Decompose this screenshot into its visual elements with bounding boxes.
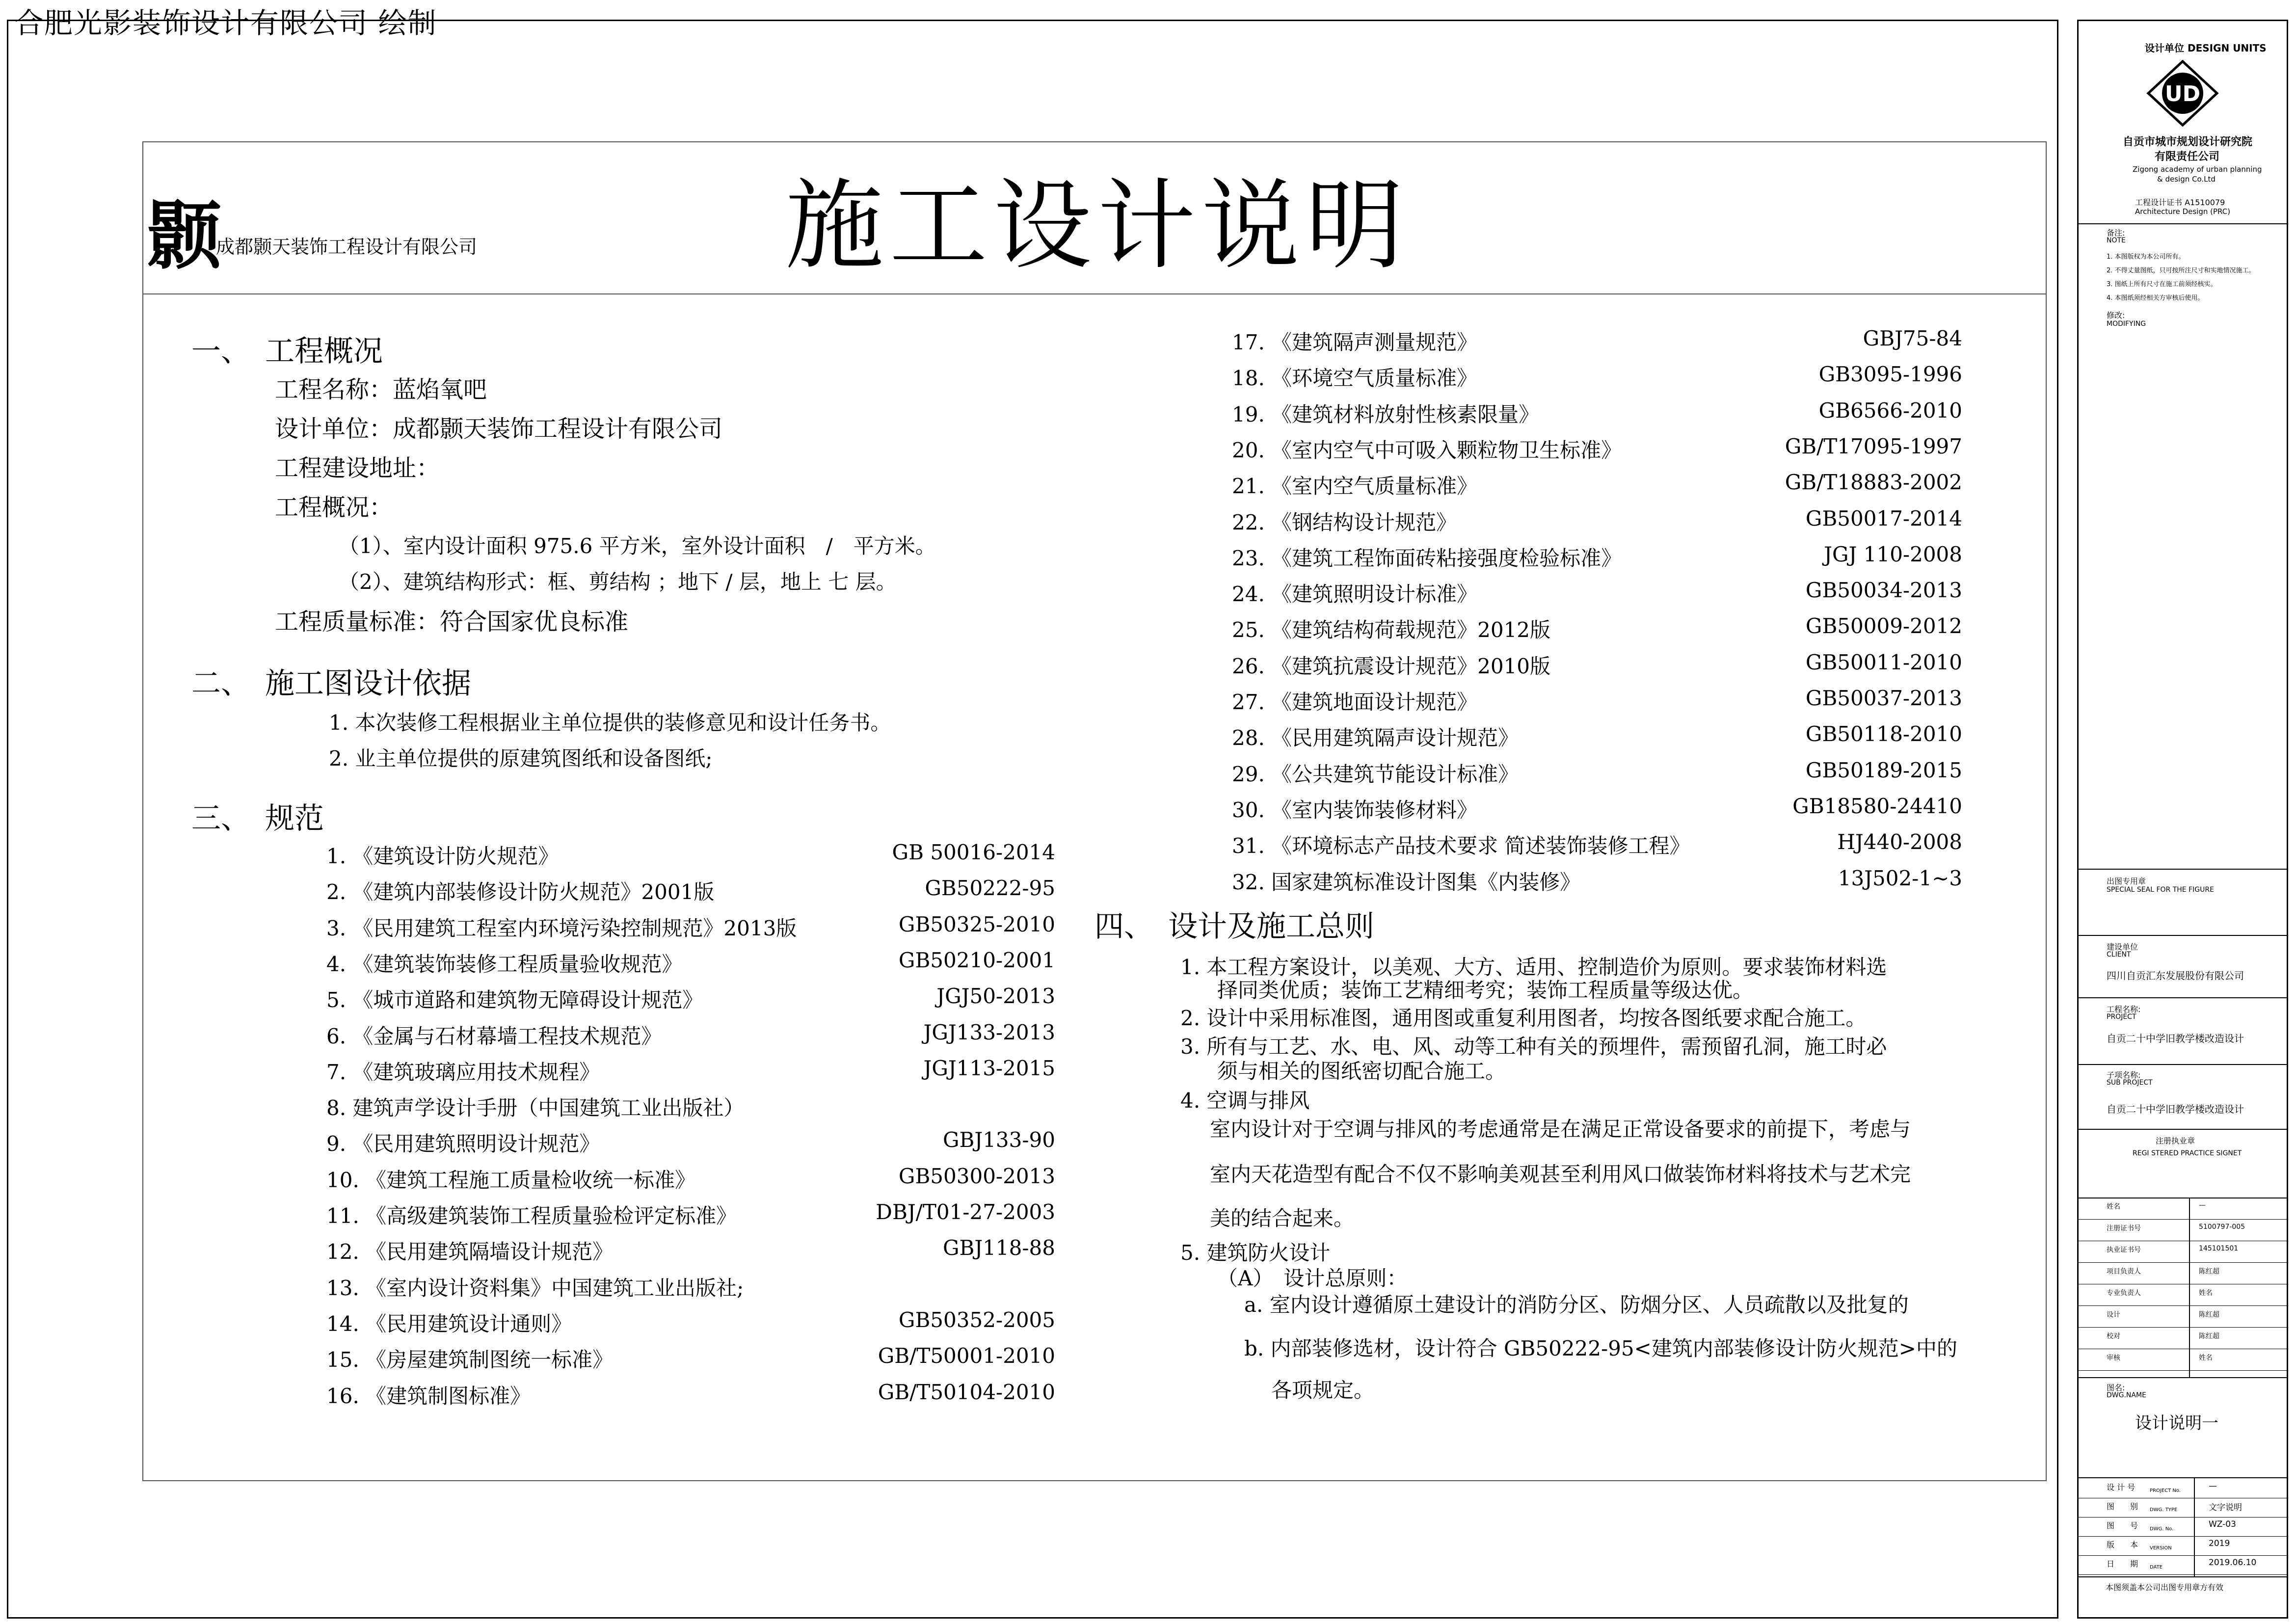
info-value: 2019 xyxy=(2209,1539,2230,1548)
code-number: GB50210-2001 xyxy=(898,948,1055,972)
reg-label: 项目负责人 xyxy=(2107,1268,2141,1276)
project-name-tb: 自贡二十中学旧教学楼改造设计 xyxy=(2107,1033,2244,1044)
project-label: 工程名称: xyxy=(2107,1005,2141,1014)
general-line: 美的结合起来。 xyxy=(1210,1206,1355,1230)
code-number: HJ440-2008 xyxy=(1837,830,1962,854)
reg-value: 姓名 xyxy=(2199,1289,2213,1297)
institute-logo-text: UD xyxy=(2164,81,2201,106)
code-number: GB50189-2015 xyxy=(1805,758,1962,782)
code-name: 16. 《建筑制图标准》 xyxy=(326,1384,531,1408)
general-line: 各项规定。 xyxy=(1271,1378,1375,1402)
code-name: 14. 《民用建筑设计通则》 xyxy=(326,1311,572,1336)
code-number: GB50222-95 xyxy=(925,876,1055,901)
reg-row-divider xyxy=(2077,1305,2288,1306)
reg-label: 校对 xyxy=(2107,1332,2120,1340)
stamp-label: 注册执业章 xyxy=(2156,1136,2195,1145)
reg-label: 审核 xyxy=(2107,1354,2120,1362)
seal-label-en: SPECIAL SEAL FOR THE FIGURE xyxy=(2107,886,2214,894)
section3-heading: 三、 规范 xyxy=(191,801,324,836)
info-label-en: DWG. No. xyxy=(2150,1526,2174,1532)
info-row-divider xyxy=(2077,1517,2288,1518)
code-number: GB50037-2013 xyxy=(1805,686,1962,710)
code-name: 10. 《建筑工程施工质量检收统一标准》 xyxy=(326,1168,696,1192)
info-label-en: DWG. TYPE xyxy=(2150,1507,2178,1513)
code-name: 13. 《室内设计资料集》中国建筑工业出版社; xyxy=(326,1276,744,1300)
page-title: 施工设计说明 xyxy=(785,169,1410,283)
info-label: 图 别 xyxy=(2107,1502,2138,1511)
stamp-label-en: REGI STERED PRACTICE SIGNET xyxy=(2133,1149,2242,1157)
info-label-en: PROJECT No. xyxy=(2150,1488,2181,1493)
seal-label: 出图专用章 xyxy=(2107,877,2146,886)
reg-value: 姓名 xyxy=(2199,1354,2213,1362)
project-name: 工程名称：蓝焰氧吧 xyxy=(275,376,487,403)
info-row-divider xyxy=(2077,1536,2288,1537)
code-number: GB50118-2010 xyxy=(1805,722,1962,746)
project-address: 工程建设地址： xyxy=(275,454,440,482)
subproject-label: 子项名称: xyxy=(2107,1070,2141,1080)
code-number: GB50034-2013 xyxy=(1805,578,1962,603)
code-name: 4. 《建筑装饰装修工程质量验收规范》 xyxy=(326,952,683,976)
note-line: 1. 本图版权为本公司所有。 xyxy=(2107,253,2185,261)
code-name: 26. 《建筑抗震设计规范》2010版 xyxy=(1232,654,1551,678)
drawing-name-label-en: DWG.NAME xyxy=(2107,1391,2146,1399)
info-label: 图 号 xyxy=(2107,1521,2138,1530)
general-line: （A） 设计总原则： xyxy=(1217,1266,1408,1290)
code-number: JGJ133-2013 xyxy=(923,1020,1055,1044)
institute-en-2: & design Co.Ltd xyxy=(2157,175,2216,184)
info-label-en: DATE xyxy=(2150,1565,2163,1570)
drawing-name: 设计说明一 xyxy=(2135,1413,2218,1433)
code-number: JGJ113-2015 xyxy=(923,1056,1055,1080)
code-number: GB50017-2014 xyxy=(1805,506,1962,531)
code-name: 29. 《公共建筑节能设计标准》 xyxy=(1232,762,1519,786)
general-line: b. 内部装修选材，设计符合 GB50222-95<建筑内部装修设计防火规范>中的 xyxy=(1244,1336,1957,1360)
code-name: 31. 《环境标志产品技术要求 简述装饰装修工程》 xyxy=(1232,834,1690,858)
info-column-divider xyxy=(2194,1477,2195,1576)
reg-value: 陈红超 xyxy=(2199,1332,2219,1340)
reg-value: 145101501 xyxy=(2199,1245,2239,1252)
validity-footer: 本图须盖本公司出图专用章方有效 xyxy=(2106,1583,2224,1592)
general-line: 室内天花造型有配合不仅不影响美观甚至利用风口做装饰材料将技术与艺术完 xyxy=(1210,1162,1911,1186)
code-name: 23. 《建筑工程饰面砖粘接强度检验标准》 xyxy=(1232,546,1622,570)
code-number: 13J502-1~3 xyxy=(1838,866,1962,890)
modify-label: 修改: xyxy=(2107,311,2125,320)
code-name: 7. 《建筑玻璃应用技术规程》 xyxy=(326,1060,600,1084)
company-logo: 颢 xyxy=(147,193,221,279)
drawing-name-label: 图名: xyxy=(2107,1383,2125,1392)
reg-value: 陈红超 xyxy=(2199,1311,2219,1319)
general-line: 4. 空调与排风 xyxy=(1180,1089,1310,1113)
general-line: 5. 建筑防火设计 xyxy=(1180,1241,1331,1265)
company-name: 成都颢天装饰工程设计有限公司 xyxy=(216,236,478,258)
reg-value: — xyxy=(2199,1201,2206,1209)
code-name: 30. 《室内装饰装修材料》 xyxy=(1232,798,1478,822)
design-cert: 工程设计证书 A1510079 xyxy=(2135,198,2225,207)
reg-label: 姓名 xyxy=(2107,1203,2120,1211)
institute-name-2: 有限责任公司 xyxy=(2155,151,2220,163)
general-line: 1. 本工程方案设计，以美观、大方、适用、控制造价为原则。要求装饰材料选 xyxy=(1180,955,1887,979)
code-name: 27. 《建筑地面设计规范》 xyxy=(1232,690,1478,714)
reg-row-divider xyxy=(2077,1370,2288,1371)
overview-item-2: （2）、建筑结构形式：框、剪结构 ；地下 / 层，地上 七 层。 xyxy=(339,570,897,594)
code-number: GB/T17095-1997 xyxy=(1785,434,1962,458)
code-number: DBJ/T01-27-2003 xyxy=(876,1200,1055,1224)
notes-label: 备注: xyxy=(2107,228,2125,238)
section2-heading: 二、 施工图设计依据 xyxy=(191,666,471,701)
code-name: 20. 《室内空气中可吸入颗粒物卫生标准》 xyxy=(1232,438,1622,462)
code-name: 28. 《民用建筑隔声设计规范》 xyxy=(1232,726,1519,750)
project-label-en: PROJECT xyxy=(2107,1013,2136,1021)
info-label: 版 本 xyxy=(2107,1540,2138,1549)
code-number: GB50352-2005 xyxy=(898,1307,1055,1332)
reg-row-divider xyxy=(2077,1219,2288,1220)
general-line: a. 室内设计遵循原土建设计的消防分区、防烟分区、人员疏散以及批复的 xyxy=(1244,1293,1909,1317)
overview-item-1: （1）、室内设计面积 975.6 平方米，室外设计面积 / 平方米。 xyxy=(339,534,936,558)
info-value: 文字说明 xyxy=(2209,1503,2242,1513)
subproject-label-en: SUB PROJECT xyxy=(2107,1079,2153,1087)
title-divider xyxy=(142,293,2047,294)
reg-label: 专业负责人 xyxy=(2107,1289,2141,1297)
general-line: 择同类优质；装饰工艺精细考究；装饰工程质量等级达优。 xyxy=(1217,978,1754,1002)
general-line: 室内设计对于空调与排风的考虑通常是在满足正常设备要求的前提下，考虑与 xyxy=(1210,1117,1911,1141)
code-name: 12. 《民用建筑隔墙设计规范》 xyxy=(326,1240,614,1264)
general-line: 须与相关的图纸密切配合施工。 xyxy=(1217,1059,1506,1083)
code-number: JGJ50-2013 xyxy=(936,984,1055,1009)
institute-en-1: Zigong academy of urban planning xyxy=(2133,165,2262,174)
section4-heading: 四、 设计及施工总则 xyxy=(1095,909,1374,944)
code-name: 3. 《民用建筑工程室内环境污染控制规范》2013版 xyxy=(326,916,797,940)
quality-standard: 工程质量标准：符合国家优良标准 xyxy=(275,608,629,636)
info-value: — xyxy=(2209,1481,2217,1491)
reg-column-divider xyxy=(2189,1198,2190,1377)
code-name: 15. 《房屋建筑制图统一标准》 xyxy=(326,1348,614,1372)
code-number: GB 50016-2014 xyxy=(892,840,1055,864)
reg-label: 设计 xyxy=(2107,1311,2120,1319)
code-name: 2. 《建筑内部装修设计防火规范》2001版 xyxy=(326,880,715,905)
code-name: 1. 《建筑设计防火规范》 xyxy=(326,844,559,868)
code-name: 9. 《民用建筑照明设计规范》 xyxy=(326,1132,600,1156)
code-name: 5. 《城市道路和建筑物无障碍设计规范》 xyxy=(326,988,703,1012)
code-number: GB50009-2012 xyxy=(1805,614,1962,639)
code-number: GB/T18883-2002 xyxy=(1785,470,1962,495)
code-number: GB50325-2010 xyxy=(898,912,1055,936)
code-name: 17. 《建筑隔声测量规范》 xyxy=(1232,330,1478,354)
code-number: GB18580-24410 xyxy=(1792,794,1962,818)
general-line: 2. 设计中采用标准图，通用图或重复利用图者，均按各图纸要求配合施工。 xyxy=(1180,1006,1867,1030)
design-unit-label: 设计单位 DESIGN UNITS xyxy=(2145,42,2267,54)
note-line: 3. 图纸上所有尺寸在施工前须经核实。 xyxy=(2107,281,2217,288)
institute-name: 自贡市城市规划设计研究院 xyxy=(2123,136,2253,148)
code-name: 22. 《钢结构设计规范》 xyxy=(1232,510,1457,534)
note-line: 4. 本图纸须经相关方审核后使用。 xyxy=(2107,294,2204,302)
code-name: 25. 《建筑结构荷载规范》2012版 xyxy=(1232,618,1551,642)
code-name: 19. 《建筑材料放射性核素限量》 xyxy=(1232,402,1540,426)
code-name: 21. 《室内空气质量标准》 xyxy=(1232,474,1478,499)
basis-item: 2. 业主单位提供的原建筑图纸和设备图纸; xyxy=(329,746,713,771)
reg-value: 陈红超 xyxy=(2199,1268,2219,1276)
code-number: GB50011-2010 xyxy=(1805,650,1962,674)
info-label: 日 期 xyxy=(2107,1559,2138,1569)
code-number: GBJ118-88 xyxy=(942,1236,1055,1260)
modify-label-en: MODIFYING xyxy=(2107,320,2146,328)
design-cert-en: Architecture Design (PRC) xyxy=(2135,207,2231,216)
notes-label-en: NOTE xyxy=(2107,237,2126,244)
reg-value: 5100797-005 xyxy=(2199,1223,2245,1231)
info-value: WZ-03 xyxy=(2209,1519,2236,1529)
institute-logo-icon xyxy=(2146,59,2219,128)
note-line: 2. 不得丈量图纸，只可按所注尺寸和实地情况施工。 xyxy=(2107,267,2255,274)
reg-row-divider xyxy=(2077,1327,2288,1328)
code-number: GBJ75-84 xyxy=(1863,326,1962,350)
client-label: 建设单位 xyxy=(2107,942,2138,952)
reg-label: 注册证书号 xyxy=(2107,1225,2141,1232)
project-overview-label: 工程概况： xyxy=(275,494,393,521)
code-name: 32. 国家建筑标准设计图集《内装修》 xyxy=(1232,870,1581,894)
watermark-text: 合肥光影装饰设计有限公司 绘制 xyxy=(15,6,437,40)
info-row-divider xyxy=(2077,1555,2288,1556)
info-label-en: VERSION xyxy=(2150,1545,2172,1551)
section1-heading: 一、 工程概况 xyxy=(191,334,383,369)
reg-label: 执业证书号 xyxy=(2107,1246,2141,1254)
client-name: 四川自贡汇东发展股份有限公司 xyxy=(2107,970,2244,982)
basis-item: 1. 本次装修工程根据业主单位提供的装修意见和设计任务书。 xyxy=(329,711,891,735)
code-number: GBJ133-90 xyxy=(942,1128,1055,1152)
subproject-name: 自贡二十中学旧教学楼改造设计 xyxy=(2107,1103,2244,1115)
code-name: 18. 《环境空气质量标准》 xyxy=(1232,366,1478,391)
info-row-divider xyxy=(2077,1574,2288,1575)
code-number: GB3095-1996 xyxy=(1818,362,1962,387)
code-name: 24. 《建筑照明设计标准》 xyxy=(1232,582,1478,607)
code-name: 8. 建筑声学设计手册（中国建筑工业出版社） xyxy=(326,1096,745,1120)
info-value: 2019.06.10 xyxy=(2209,1558,2257,1568)
info-label: 设 计 号 xyxy=(2107,1483,2136,1492)
client-label-en: CLIENT xyxy=(2107,951,2131,958)
code-number: GB/T50104-2010 xyxy=(878,1380,1055,1404)
code-name: 6. 《金属与石材幕墙工程技术规范》 xyxy=(326,1024,662,1048)
code-number: GB6566-2010 xyxy=(1818,398,1962,423)
code-number: JGJ 110-2008 xyxy=(1824,542,1962,566)
design-unit: 设计单位：成都颢天装饰工程设计有限公司 xyxy=(275,415,723,443)
reg-row-divider xyxy=(2077,1262,2288,1263)
code-number: GB50300-2013 xyxy=(898,1164,1055,1188)
general-line: 3. 所有与工艺、水、电、风、动等工种有关的预埋件，需预留孔洞，施工时必 xyxy=(1180,1035,1887,1059)
code-name: 11. 《高级建筑装饰工程质量验检评定标准》 xyxy=(326,1204,737,1228)
code-number: GB/T50001-2010 xyxy=(878,1344,1055,1368)
